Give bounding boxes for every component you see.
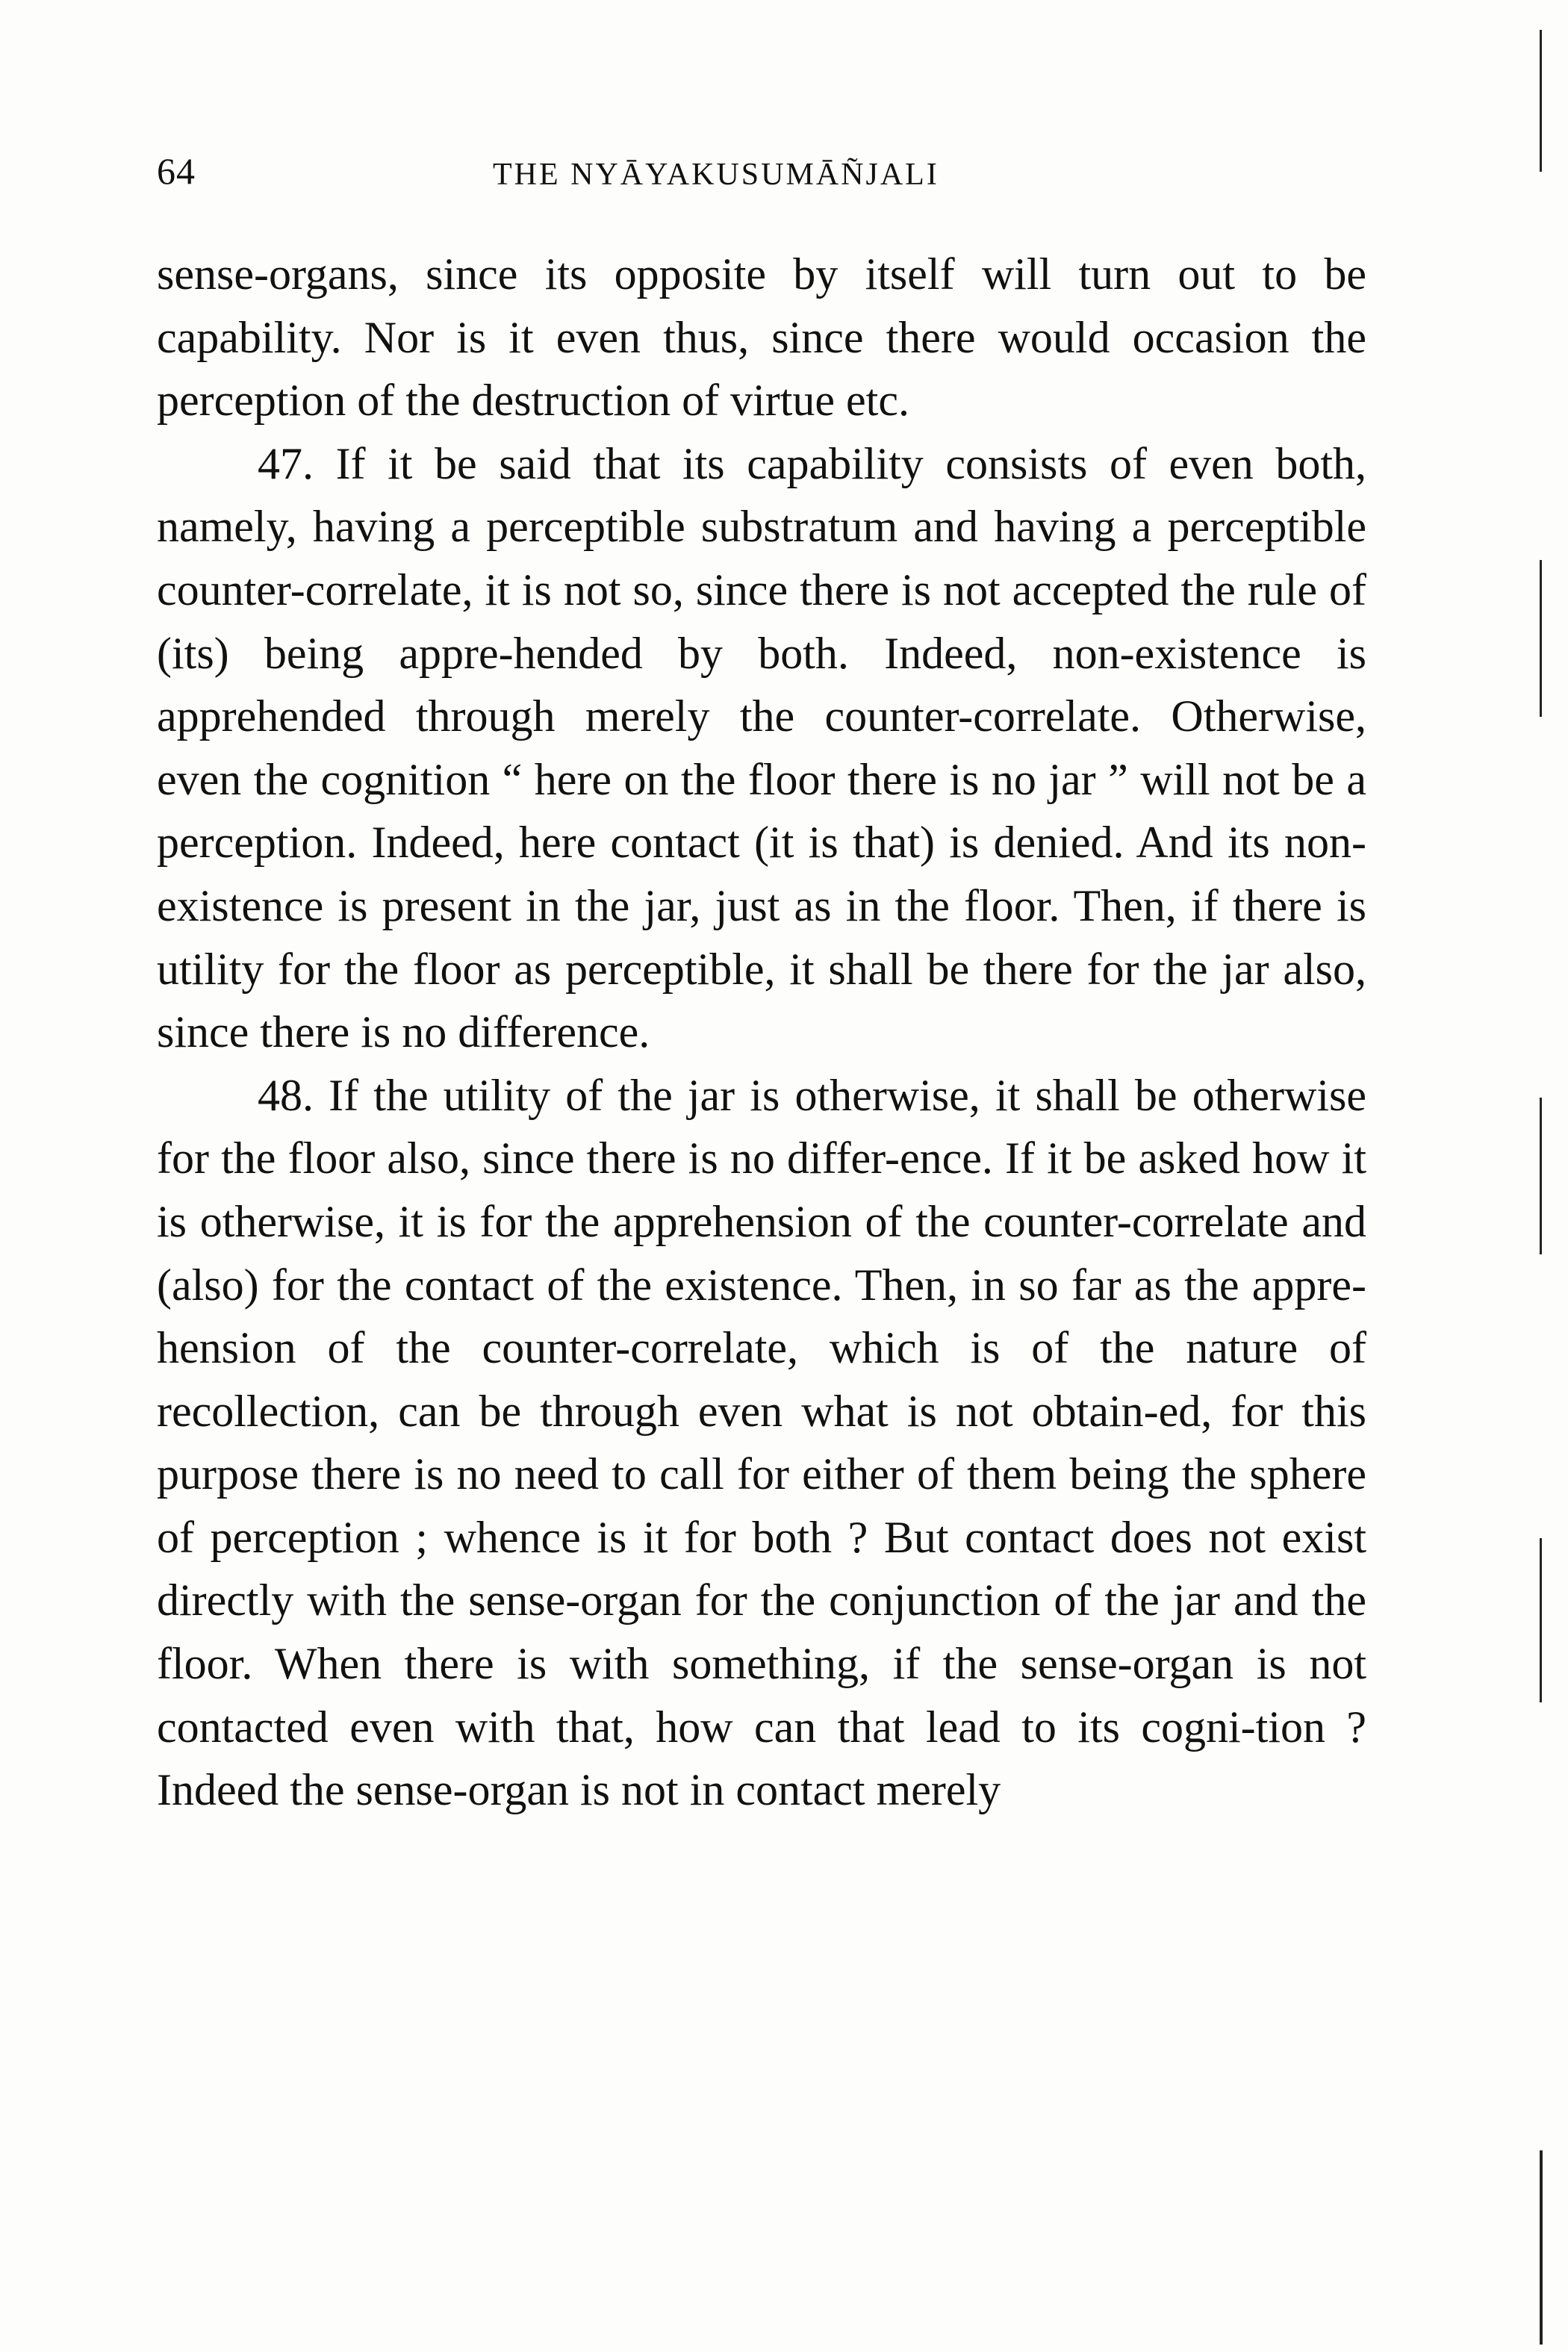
paragraph-continuation: sense-organs, since its opposite by itself will turn out to be capability. Nor is it even thus, since there would occasion the perception of the destruction of virtue etc. [157,249,1366,426]
scan-edge-line [1540,2150,1543,2345]
scan-edge-line [1540,1098,1542,1254]
running-title: THE NYĀYAKUSUMĀÑJALI [493,158,939,192]
body-text [157,243,1366,1822]
scan-edge-line [1540,1538,1542,1702]
paragraph-47: 47. If it be said that its capability consists of even both, namely, having a perceptible substratum and having a perceptible counter-correlate, it is not so, since there is not accepted the rule of (its) being appre-hended by both. Indeed, non-existence is apprehended through merely the counter-correlate. Otherwise, even the cognition “ here on the floor there is no jar ” will not be a perception. Indeed, here contact (it is that) is denied. And its non-existence is present in the jar, just as in the floor. Then, if there is utility for the floor as perceptible, it shall be there for the jar also, since there is no difference. [157,438,1366,1057]
scan-edge-line [1540,560,1542,717]
page-number: 64 [157,150,196,192]
page-header [157,149,1366,209]
scan-edge-line [1540,30,1542,172]
paragraph-48: 48. If the utility of the jar is otherwise, it shall be otherwise for the floor also, since there is no differ-ence. If it be asked how it is otherwise, it is for the apprehension of the counter-correlate and (also) for the contact of the existence. Then, in so far as the appre-hension of the counter-correlate, which is of the nature of recollection, can be through even what is not obtain-ed, for this purpose there is no need to call for either of them being the sphere of perception ; whence is it for both ? But contact does not exist directly with the sense-organ for the conjunction of the jar and the floor. When there is with something, if the sense-organ is not contacted even with that, how can that lead to its cogni-tion ? Indeed the sense-organ is not in contact merely [157,1070,1366,1815]
